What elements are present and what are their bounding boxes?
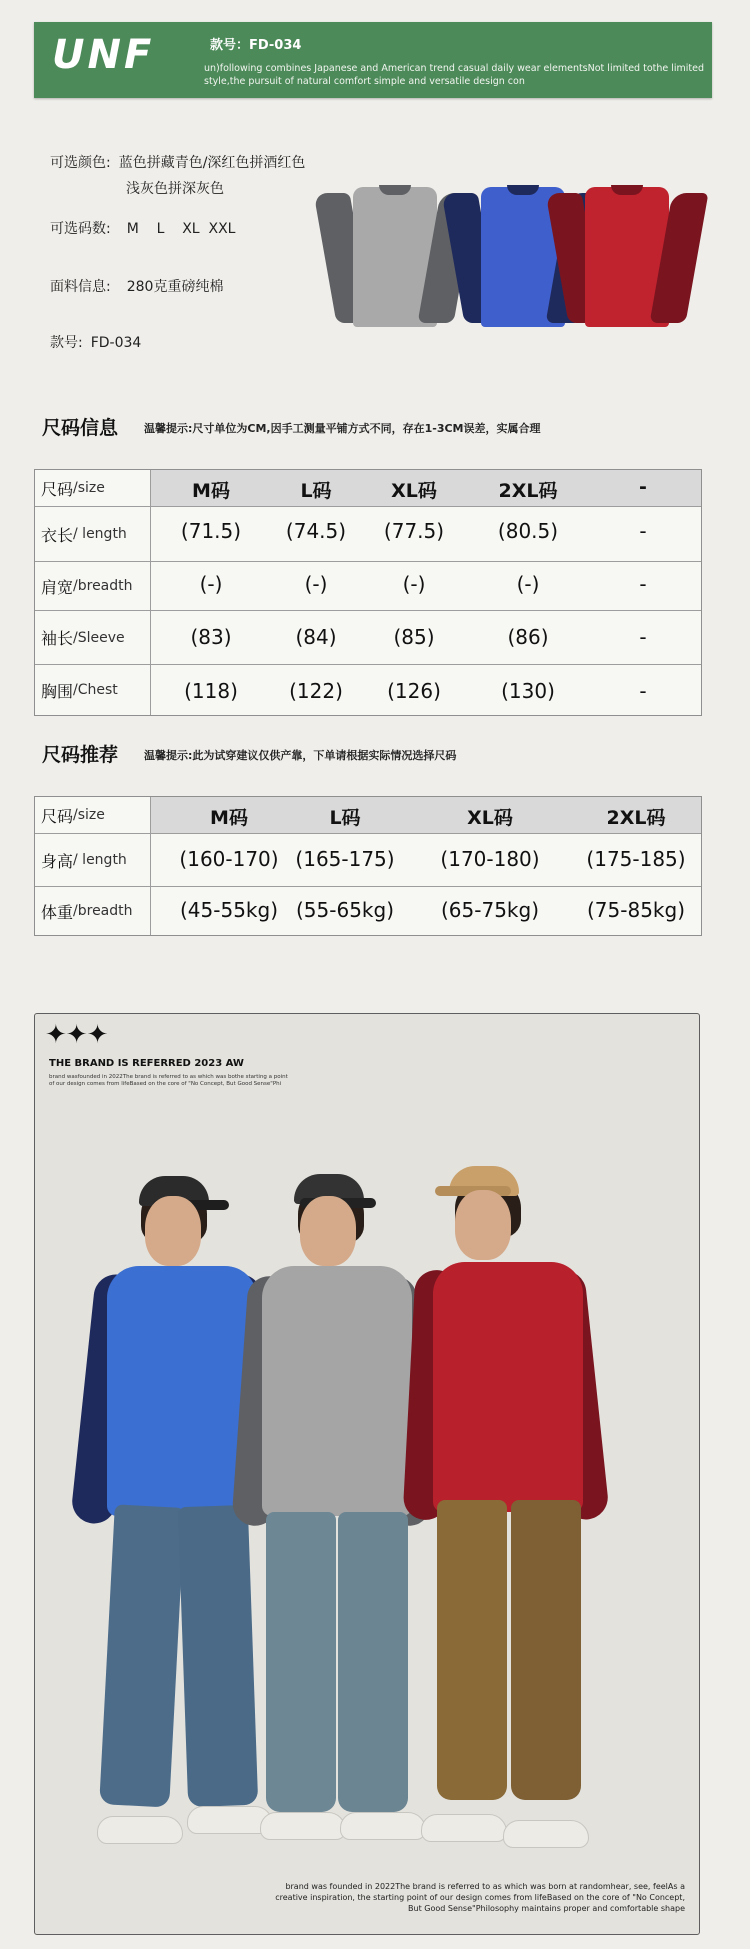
table-cell: (86) xyxy=(507,625,549,649)
table-cell: (80.5) xyxy=(497,519,559,543)
col-header: M码 xyxy=(192,480,230,502)
table-row xyxy=(35,611,701,665)
spec-sizes-value: M L XL XXL xyxy=(126,221,236,237)
size-info-table xyxy=(34,469,702,716)
row-label: 肩宽 /breadth xyxy=(35,562,151,610)
table-cell: (71.5) xyxy=(180,519,242,543)
col-header: M码 xyxy=(210,807,248,829)
col-header: L码 xyxy=(329,807,361,829)
table-cell: (160-170) xyxy=(179,847,279,871)
brand-subtitle: brand wasfounded in 2022The brand is referred to as which was bothe starting a point of our design comes from lifeBased on the core of "No Concept, But Good Sense"Phi xyxy=(49,1074,288,1087)
header-cells xyxy=(151,470,701,506)
row-label: 衣长 / length xyxy=(35,507,151,561)
header-banner xyxy=(34,22,712,98)
table-row xyxy=(35,562,701,611)
table-row xyxy=(35,887,701,935)
brand-title: THE BRAND IS REFERRED 2023 AW xyxy=(49,1058,244,1069)
table-cell: (-) xyxy=(304,572,328,596)
col-header: XL码 xyxy=(467,807,513,829)
col-header: L码 xyxy=(300,480,332,502)
spec-model-value: FD-034 xyxy=(90,335,142,351)
row-label: 身高 / length xyxy=(35,834,151,886)
table-cell: (83) xyxy=(190,625,232,649)
row-cells xyxy=(151,834,701,886)
row-label: 尺码 /size xyxy=(35,470,151,506)
table-cell: (77.5) xyxy=(383,519,445,543)
header-cells xyxy=(151,797,701,833)
table-cell: (118) xyxy=(184,679,238,703)
spec-colors xyxy=(50,152,305,172)
size-recommend-title: 尺码推荐 xyxy=(42,744,119,766)
row-cells xyxy=(151,507,701,561)
spec-colors-value: 蓝色拼藏青色/深红色拼酒红色 xyxy=(118,155,306,171)
table-row xyxy=(35,665,701,715)
header-description: un)following combines Japanese and American trend casual daily wear elementsNot limited tothe limited style,the pursuit of natural comfort simple and versatile design con xyxy=(204,63,705,87)
table-cell: (65-75kg) xyxy=(441,898,539,922)
row-label: 袖长 /Sleeve xyxy=(35,611,151,664)
row-label: 胸围 /Chest xyxy=(35,665,151,715)
col-header: - xyxy=(639,476,647,498)
table-cell: (-) xyxy=(199,572,223,596)
row-cells xyxy=(151,887,701,935)
row-label: 体重 /breadth xyxy=(35,887,151,935)
brand-footer-text: brand was founded in 2022The brand is referred to as which was born at randomhear, see, feelAs a creative inspiration, the starting point of our design comes from lifeBased on the core of "No Concept, But Good Sense"Philosophy maintains proper and comfortable shape xyxy=(275,1882,685,1913)
table-cell: (175-185) xyxy=(586,847,686,871)
col-header: 2XL码 xyxy=(498,480,558,502)
table-cell: (75-85kg) xyxy=(587,898,685,922)
table-cell: (170-180) xyxy=(440,847,540,871)
table-cell: - xyxy=(639,625,647,649)
table-cell: - xyxy=(639,679,647,703)
table-row xyxy=(35,834,701,887)
row-cells xyxy=(151,562,701,610)
size-info-title: 尺码信息 xyxy=(42,417,119,439)
product-thumbnails xyxy=(325,185,710,335)
size-recommend-table xyxy=(34,796,702,936)
spec-fabric-label: 面料信息: xyxy=(50,279,111,295)
table-row xyxy=(35,507,701,562)
header-model-number: 款号：FD-034 xyxy=(210,38,302,53)
model-grey-shirt xyxy=(240,1162,430,1882)
table-cell: (126) xyxy=(387,679,441,703)
table-cell: (165-175) xyxy=(295,847,395,871)
table-cell: (122) xyxy=(289,679,343,703)
spec-sizes xyxy=(50,218,235,238)
spec-model-label: 款号: xyxy=(50,335,83,351)
row-label: 尺码 /size xyxy=(35,797,151,833)
table-cell: (130) xyxy=(501,679,555,703)
row-cells xyxy=(151,611,701,664)
table-cell: (45-55kg) xyxy=(180,898,278,922)
table-cell: (84) xyxy=(295,625,337,649)
row-cells xyxy=(151,665,701,715)
spec-fabric-value: 280克重磅纯棉 xyxy=(126,279,224,295)
size-info-note: 温馨提示:尺寸单位为CM,因手工测量平铺方式不同，存在1-3CM误差，实属合理 xyxy=(144,422,541,435)
table-cell: (55-65kg) xyxy=(296,898,394,922)
size-recommend-note: 温馨提示:此为试穿建议仅供产靠，下单请根据实际情况选择尺码 xyxy=(144,749,457,762)
spec-model xyxy=(50,332,141,352)
table-cell: - xyxy=(639,572,647,596)
spec-colors-label: 可选颜色: xyxy=(50,155,111,171)
spec-colors-value-2: 浅灰色拼深灰色 xyxy=(126,181,224,197)
table-cell: - xyxy=(639,519,647,543)
table-cell: (-) xyxy=(516,572,540,596)
col-header: XL码 xyxy=(391,480,437,502)
table-cell: (85) xyxy=(393,625,435,649)
spec-fabric xyxy=(50,276,223,296)
brand-logo: UNF xyxy=(52,32,155,78)
spec-sizes-label: 可选码数: xyxy=(50,221,111,237)
table-cell: (74.5) xyxy=(285,519,347,543)
sparkle-icon: ✦✦✦ xyxy=(45,1020,108,1050)
brand-photo-card xyxy=(34,1013,700,1935)
model-red-shirt xyxy=(407,1150,607,1880)
table-header-row xyxy=(35,797,701,834)
table-header-row xyxy=(35,470,701,507)
table-cell: (-) xyxy=(402,572,426,596)
col-header: 2XL码 xyxy=(606,807,666,829)
